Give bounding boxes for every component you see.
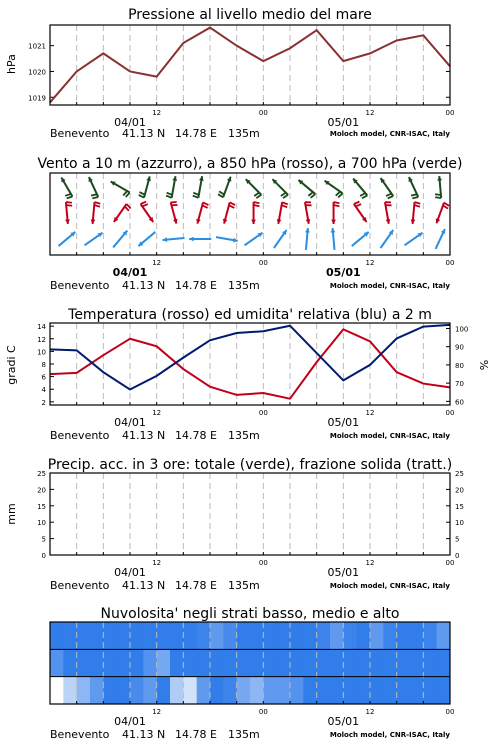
cloud-cell-basso bbox=[90, 677, 104, 705]
x-tick-label: 00 bbox=[445, 559, 455, 567]
barb-850hpa bbox=[251, 202, 259, 224]
cloud-cell-medio bbox=[103, 649, 117, 677]
cloud-cell-alto bbox=[277, 622, 291, 650]
cloud-cell-alto bbox=[290, 622, 304, 650]
humidity-line bbox=[50, 325, 450, 390]
y-tick-label: 12 bbox=[37, 335, 46, 344]
barb-700hpa-feather bbox=[67, 197, 73, 199]
cloud-cell-medio bbox=[197, 649, 211, 677]
barb-850hpa bbox=[141, 202, 154, 222]
x-date-label: 05/01 bbox=[327, 715, 360, 728]
barb-700hpa bbox=[353, 179, 367, 199]
barb-850hpa-head bbox=[251, 220, 256, 224]
precip-credit: Moloch model, CNR-ISAC, Italy bbox=[329, 582, 450, 590]
cloud-cell-medio bbox=[437, 649, 451, 677]
cloud-cell-basso bbox=[303, 677, 317, 705]
y-tick-label-right: 20 bbox=[455, 486, 464, 495]
x-date-label: 05/01 bbox=[327, 116, 360, 129]
cloud-cell-alto bbox=[210, 622, 224, 650]
barb-700hpa-feather bbox=[139, 195, 144, 198]
barb-10m bbox=[381, 230, 394, 248]
cloud-credit: Moloch model, CNR-ISAC, Italy bbox=[329, 731, 450, 739]
barb-10m bbox=[216, 237, 238, 242]
pressure-location-city: Benevento bbox=[50, 127, 110, 140]
barb-10m bbox=[85, 233, 103, 246]
y2-tick-label: 70 bbox=[455, 380, 464, 389]
barb-850hpa-head bbox=[331, 220, 336, 224]
cloud-cell-alto bbox=[197, 622, 211, 650]
precip-location-lon: 14.78 E bbox=[175, 579, 217, 592]
x-tick-label: 12 bbox=[152, 409, 162, 417]
barb-850hpa bbox=[354, 202, 367, 222]
barb-10m-head bbox=[331, 228, 336, 233]
x-tick-label: 12 bbox=[365, 708, 375, 716]
x-date-label: 04/01 bbox=[114, 116, 146, 129]
precip-location-lat: 41.13 N bbox=[122, 579, 166, 592]
cloud-cell-basso bbox=[370, 677, 384, 705]
cloud-cell-alto bbox=[397, 622, 411, 650]
cloud-cell-alto bbox=[423, 622, 437, 650]
cloud-cell-alto bbox=[50, 622, 64, 650]
y2-tick-label: 60 bbox=[455, 398, 464, 407]
cloud-cell-basso bbox=[330, 677, 344, 705]
barb-850hpa bbox=[436, 203, 449, 224]
y-tick-label: 6 bbox=[41, 373, 46, 382]
barb-700hpa bbox=[435, 176, 442, 198]
precip-location-city: Benevento bbox=[50, 579, 110, 592]
cloud-cell-basso bbox=[357, 677, 371, 705]
humidity-ylabel: % bbox=[478, 359, 491, 371]
pressure-line bbox=[50, 28, 450, 103]
x-date-label: 04/01 bbox=[112, 266, 148, 279]
cloud-cell-medio bbox=[77, 649, 91, 677]
cloud-cell-medio bbox=[223, 649, 237, 677]
barb-850hpa bbox=[196, 202, 208, 223]
barb-700hpa bbox=[218, 177, 231, 198]
cloud-cell-alto bbox=[117, 622, 131, 650]
cloud-cell-basso bbox=[183, 677, 197, 705]
barb-10m bbox=[58, 232, 75, 246]
cloud-cell-alto bbox=[357, 622, 371, 650]
barb-700hpa-feather bbox=[65, 194, 71, 196]
cloud-cell-basso bbox=[397, 677, 411, 705]
cloud-cell-basso bbox=[130, 677, 144, 705]
cloud-cell-alto bbox=[77, 622, 91, 650]
precip-panel bbox=[5, 457, 464, 592]
barb-700hpa-feather bbox=[166, 196, 172, 198]
barb-700hpa bbox=[61, 177, 72, 198]
barb-850hpa bbox=[171, 202, 178, 224]
x-tick-label: 00 bbox=[258, 409, 268, 417]
y2-tick-label: 100 bbox=[455, 325, 469, 334]
y-tick-label: 15 bbox=[37, 502, 46, 511]
cloud-cell-medio bbox=[117, 649, 131, 677]
precip-title: Precip. acc. in 3 ore: totale (verde), frazione solida (tratt.) bbox=[47, 457, 453, 473]
x-tick-label: 00 bbox=[258, 708, 268, 716]
barb-700hpa-feather bbox=[91, 194, 97, 195]
cloud-cell-medio bbox=[357, 649, 371, 677]
cloud-cell-medio bbox=[210, 649, 224, 677]
barb-850hpa bbox=[305, 202, 312, 224]
cloud-cell-alto bbox=[437, 622, 451, 650]
cloud-cell-basso bbox=[277, 677, 291, 705]
x-date-label: 05/01 bbox=[327, 566, 360, 579]
x-tick-label: 12 bbox=[365, 559, 375, 567]
precip-location-elev: 135m bbox=[228, 579, 260, 592]
cloud-cell-alto bbox=[237, 622, 251, 650]
cloud-cell-alto bbox=[170, 622, 184, 650]
cloud-cell-medio bbox=[410, 649, 424, 677]
temp-title: Temperatura (rosso) ed umidita' relativa (blu) a 2 m bbox=[68, 307, 432, 323]
x-tick-label: 12 bbox=[365, 259, 375, 267]
barb-850hpa-feather bbox=[254, 202, 260, 203]
y2-tick-label: 80 bbox=[455, 361, 464, 370]
wind-location-lat: 41.13 N bbox=[122, 279, 166, 292]
barb-10m bbox=[331, 228, 336, 250]
barb-850hpa-feather bbox=[282, 202, 288, 204]
x-tick-label: 00 bbox=[258, 109, 268, 117]
cloud-cell-alto bbox=[250, 622, 264, 650]
y-tick-label-right: 25 bbox=[455, 470, 464, 478]
cloud-cell-medio bbox=[63, 649, 77, 677]
barb-10m bbox=[113, 231, 127, 248]
barb-10m bbox=[245, 233, 263, 246]
wind-panel bbox=[37, 156, 462, 292]
barb-850hpa-feather bbox=[254, 205, 260, 206]
x-tick-label: 00 bbox=[445, 259, 455, 267]
y-tick-label: 1019 bbox=[28, 94, 46, 103]
cloud-cell-alto bbox=[330, 622, 344, 650]
barb-700hpa bbox=[89, 177, 99, 198]
y-tick-label: 8 bbox=[41, 361, 46, 369]
barb-850hpa-feather bbox=[354, 202, 360, 204]
barb-700hpa bbox=[325, 181, 343, 198]
cloud-cell-medio bbox=[277, 649, 291, 677]
barb-700hpa-feather bbox=[386, 194, 392, 196]
precip-ylabel: mm bbox=[5, 503, 18, 525]
cloud-location-city: Benevento bbox=[50, 728, 110, 741]
wind-location-city: Benevento bbox=[50, 279, 110, 292]
cloud-panel bbox=[50, 606, 454, 741]
barb-850hpa bbox=[411, 202, 421, 224]
barb-700hpa-feather bbox=[388, 196, 394, 198]
x-tick-label: 00 bbox=[445, 409, 455, 417]
cloud-cell-medio bbox=[330, 649, 344, 677]
x-tick-label: 00 bbox=[445, 708, 455, 716]
cloud-cell-medio bbox=[303, 649, 317, 677]
cloud-cell-alto bbox=[317, 622, 331, 650]
cloud-cell-basso bbox=[343, 677, 357, 705]
temp-location-lat: 41.13 N bbox=[122, 429, 166, 442]
cloud-location-lon: 14.78 E bbox=[175, 728, 217, 741]
barb-850hpa-feather bbox=[142, 204, 148, 206]
cloud-cell-medio bbox=[397, 649, 411, 677]
cloud-cell-basso bbox=[50, 677, 64, 705]
cloud-cell-basso bbox=[423, 677, 437, 705]
barb-700hpa-feather bbox=[254, 193, 259, 196]
barb-10m bbox=[405, 233, 423, 246]
barb-850hpa-feather bbox=[444, 203, 449, 206]
cloud-cell-basso bbox=[317, 677, 331, 705]
pressure-title: Pressione al livello medio del mare bbox=[128, 7, 372, 23]
cloud-cell-medio bbox=[370, 649, 384, 677]
cloud-cell-medio bbox=[50, 649, 64, 677]
barb-850hpa-feather bbox=[356, 204, 362, 206]
barb-700hpa bbox=[193, 176, 204, 198]
barb-700hpa-feather bbox=[283, 195, 288, 198]
cloud-cell-basso bbox=[290, 677, 304, 705]
y-tick-label: 0 bbox=[41, 552, 46, 560]
barb-850hpa-feather bbox=[282, 205, 288, 207]
barb-850hpa bbox=[223, 202, 235, 223]
x-date-label: 05/01 bbox=[326, 266, 361, 279]
y-tick-label: 4 bbox=[41, 386, 46, 395]
barb-10m bbox=[352, 232, 369, 246]
barb-850hpa-feather bbox=[66, 205, 72, 206]
cloud-cell-alto bbox=[383, 622, 397, 650]
barb-700hpa bbox=[139, 176, 151, 197]
temp-panel bbox=[5, 307, 491, 442]
barb-700hpa-feather bbox=[92, 197, 98, 198]
cloud-location-lat: 41.13 N bbox=[122, 728, 166, 741]
x-tick-label: 12 bbox=[152, 259, 162, 267]
temp-location-lon: 14.78 E bbox=[175, 429, 217, 442]
barb-850hpa-feather bbox=[66, 202, 72, 203]
temp-credit: Moloch model, CNR-ISAC, Italy bbox=[329, 432, 450, 440]
barb-850hpa bbox=[114, 204, 131, 222]
barb-10m-head bbox=[189, 237, 193, 242]
cloud-cell-alto bbox=[103, 622, 117, 650]
temp-location-elev: 135m bbox=[228, 429, 260, 442]
y-tick-label: 14 bbox=[37, 323, 46, 332]
cloud-cell-basso bbox=[223, 677, 237, 705]
cloud-cell-alto bbox=[370, 622, 384, 650]
pressure-location-lat: 41.13 N bbox=[122, 127, 166, 140]
x-tick-label: 12 bbox=[365, 409, 375, 417]
barb-850hpa-feather bbox=[141, 202, 147, 204]
y-tick-label-right: 0 bbox=[455, 552, 460, 560]
cloud-cell-medio bbox=[170, 649, 184, 677]
barb-850hpa-feather bbox=[334, 202, 340, 203]
y-tick-label-right: 15 bbox=[455, 502, 464, 511]
x-date-label: 04/01 bbox=[114, 566, 146, 579]
pressure-ylabel: hPa bbox=[5, 54, 18, 74]
cloud-cell-alto bbox=[130, 622, 144, 650]
wind-location-lon: 14.78 E bbox=[175, 279, 217, 292]
y-tick-label-right: 10 bbox=[455, 519, 464, 528]
cloud-cell-basso bbox=[117, 677, 131, 705]
precip-frame bbox=[50, 473, 450, 555]
cloud-cell-medio bbox=[290, 649, 304, 677]
cloud-cell-medio bbox=[143, 649, 157, 677]
barb-10m-head bbox=[163, 237, 168, 242]
barb-700hpa-feather bbox=[281, 193, 286, 196]
x-tick-label: 00 bbox=[258, 259, 268, 267]
barb-850hpa bbox=[91, 202, 101, 224]
barb-850hpa-feather bbox=[230, 202, 235, 205]
barb-850hpa bbox=[385, 202, 392, 224]
x-date-label: 04/01 bbox=[114, 416, 146, 429]
barb-700hpa-feather bbox=[167, 193, 173, 195]
temp-location-city: Benevento bbox=[50, 429, 110, 442]
barb-700hpa-feather bbox=[435, 194, 441, 195]
barb-700hpa-feather bbox=[193, 196, 199, 198]
cloud-cell-basso bbox=[63, 677, 77, 705]
barb-850hpa bbox=[331, 202, 339, 224]
cloud-cell-basso bbox=[410, 677, 424, 705]
wind-location-elev: 135m bbox=[228, 279, 260, 292]
cloud-cell-medio bbox=[343, 649, 357, 677]
cloud-cell-alto bbox=[303, 622, 317, 650]
x-tick-label: 12 bbox=[152, 559, 162, 567]
barb-850hpa bbox=[65, 202, 72, 224]
cloud-cell-basso bbox=[103, 677, 117, 705]
barb-10m bbox=[305, 228, 310, 250]
y-tick-label: 1020 bbox=[28, 68, 46, 77]
x-tick-label: 00 bbox=[445, 109, 455, 117]
cloud-cell-medio bbox=[423, 649, 437, 677]
pressure-location-lon: 14.78 E bbox=[175, 127, 217, 140]
barb-850hpa-head bbox=[91, 219, 96, 224]
barb-700hpa-feather bbox=[362, 195, 367, 198]
pressure-location-elev: 135m bbox=[228, 127, 260, 140]
barb-850hpa-feather bbox=[443, 205, 448, 208]
cloud-cell-medio bbox=[183, 649, 197, 677]
barb-700hpa-feather bbox=[256, 195, 261, 198]
barb-700hpa-head bbox=[437, 176, 442, 181]
barb-10m bbox=[189, 237, 211, 242]
cloud-cell-medio bbox=[383, 649, 397, 677]
cloud-cell-medio bbox=[317, 649, 331, 677]
barb-850hpa-feather bbox=[229, 205, 234, 208]
barb-850hpa-feather bbox=[203, 202, 208, 205]
cloud-cell-alto bbox=[143, 622, 157, 650]
cloud-cell-medio bbox=[263, 649, 277, 677]
barb-850hpa-head bbox=[411, 219, 416, 224]
barb-850hpa-feather bbox=[202, 205, 207, 208]
barb-700hpa-feather bbox=[412, 197, 418, 198]
cloud-cell-medio bbox=[130, 649, 144, 677]
x-tick-label: 00 bbox=[258, 559, 268, 567]
x-date-label: 05/01 bbox=[327, 416, 360, 429]
cloud-cell-medio bbox=[157, 649, 171, 677]
barb-700hpa bbox=[272, 179, 288, 198]
y-tick-label: 1021 bbox=[28, 42, 46, 51]
cloud-cell-medio bbox=[237, 649, 251, 677]
barb-850hpa-feather bbox=[334, 205, 340, 206]
barb-700hpa-feather bbox=[139, 192, 144, 195]
barb-850hpa bbox=[277, 202, 288, 224]
x-tick-label: 12 bbox=[365, 109, 375, 117]
cloud-cell-basso bbox=[170, 677, 184, 705]
cloud-cell-alto bbox=[90, 622, 104, 650]
cloud-cell-alto bbox=[157, 622, 171, 650]
barb-700hpa-feather bbox=[218, 194, 223, 197]
cloud-cell-basso bbox=[437, 677, 451, 705]
y2-tick-label: 90 bbox=[455, 343, 464, 352]
barb-700hpa bbox=[381, 178, 394, 198]
cloud-title: Nuvolosita' negli strati basso, medio e alto bbox=[100, 606, 400, 622]
barb-10m bbox=[138, 232, 155, 246]
barb-10m bbox=[436, 229, 446, 249]
cloud-cell-basso bbox=[263, 677, 277, 705]
y-tick-label: 2 bbox=[41, 398, 46, 407]
temp-ylabel: gradi C bbox=[5, 345, 18, 385]
cloud-cell-alto bbox=[183, 622, 197, 650]
y-tick-label: 25 bbox=[37, 470, 46, 478]
barb-700hpa-feather bbox=[219, 191, 224, 194]
cloud-cell-medio bbox=[90, 649, 104, 677]
cloud-cell-medio bbox=[250, 649, 264, 677]
cloud-cell-basso bbox=[237, 677, 251, 705]
cloud-cell-basso bbox=[77, 677, 91, 705]
cloud-cell-alto bbox=[223, 622, 237, 650]
cloud-cell-alto bbox=[343, 622, 357, 650]
cloud-cell-basso bbox=[157, 677, 171, 705]
barb-700hpa-feather bbox=[193, 193, 199, 195]
barb-700hpa-feather bbox=[360, 193, 365, 196]
barb-700hpa bbox=[409, 177, 419, 198]
wind-title: Vento a 10 m (azzurro), a 850 hPa (rosso), a 700 hPa (verde) bbox=[37, 156, 463, 172]
y-tick-label: 5 bbox=[41, 535, 46, 544]
pressure-frame bbox=[50, 25, 450, 105]
cloud-location-elev: 135m bbox=[228, 728, 260, 741]
x-tick-label: 12 bbox=[152, 708, 162, 716]
temperature-line bbox=[50, 329, 450, 398]
pressure-credit: Moloch model, CNR-ISAC, Italy bbox=[329, 130, 450, 138]
barb-850hpa-head bbox=[65, 219, 70, 224]
barb-10m-head bbox=[305, 228, 310, 233]
barb-700hpa-feather bbox=[435, 197, 441, 198]
cloud-cell-alto bbox=[410, 622, 424, 650]
x-tick-label: 12 bbox=[152, 109, 162, 117]
barb-700hpa-feather bbox=[411, 194, 417, 195]
y-tick-label: 10 bbox=[37, 348, 46, 357]
cloud-cell-basso bbox=[197, 677, 211, 705]
pressure-panel bbox=[5, 7, 454, 140]
cloud-cell-alto bbox=[63, 622, 77, 650]
barb-10m bbox=[274, 230, 287, 248]
y-tick-label: 20 bbox=[37, 486, 46, 495]
cloud-cell-basso bbox=[143, 677, 157, 705]
cloud-cell-basso bbox=[250, 677, 264, 705]
y-tick-label: 10 bbox=[37, 519, 46, 528]
x-date-label: 04/01 bbox=[114, 715, 146, 728]
barb-700hpa bbox=[166, 176, 177, 198]
wind-credit: Moloch model, CNR-ISAC, Italy bbox=[329, 282, 450, 290]
barb-10m bbox=[163, 237, 185, 242]
cloud-cell-basso bbox=[383, 677, 397, 705]
y-tick-label-right: 5 bbox=[455, 535, 460, 544]
cloud-cell-alto bbox=[263, 622, 277, 650]
barb-700hpa bbox=[246, 179, 262, 198]
cloud-cell-basso bbox=[210, 677, 224, 705]
barb-700hpa bbox=[298, 180, 315, 198]
barb-700hpa bbox=[111, 182, 130, 197]
